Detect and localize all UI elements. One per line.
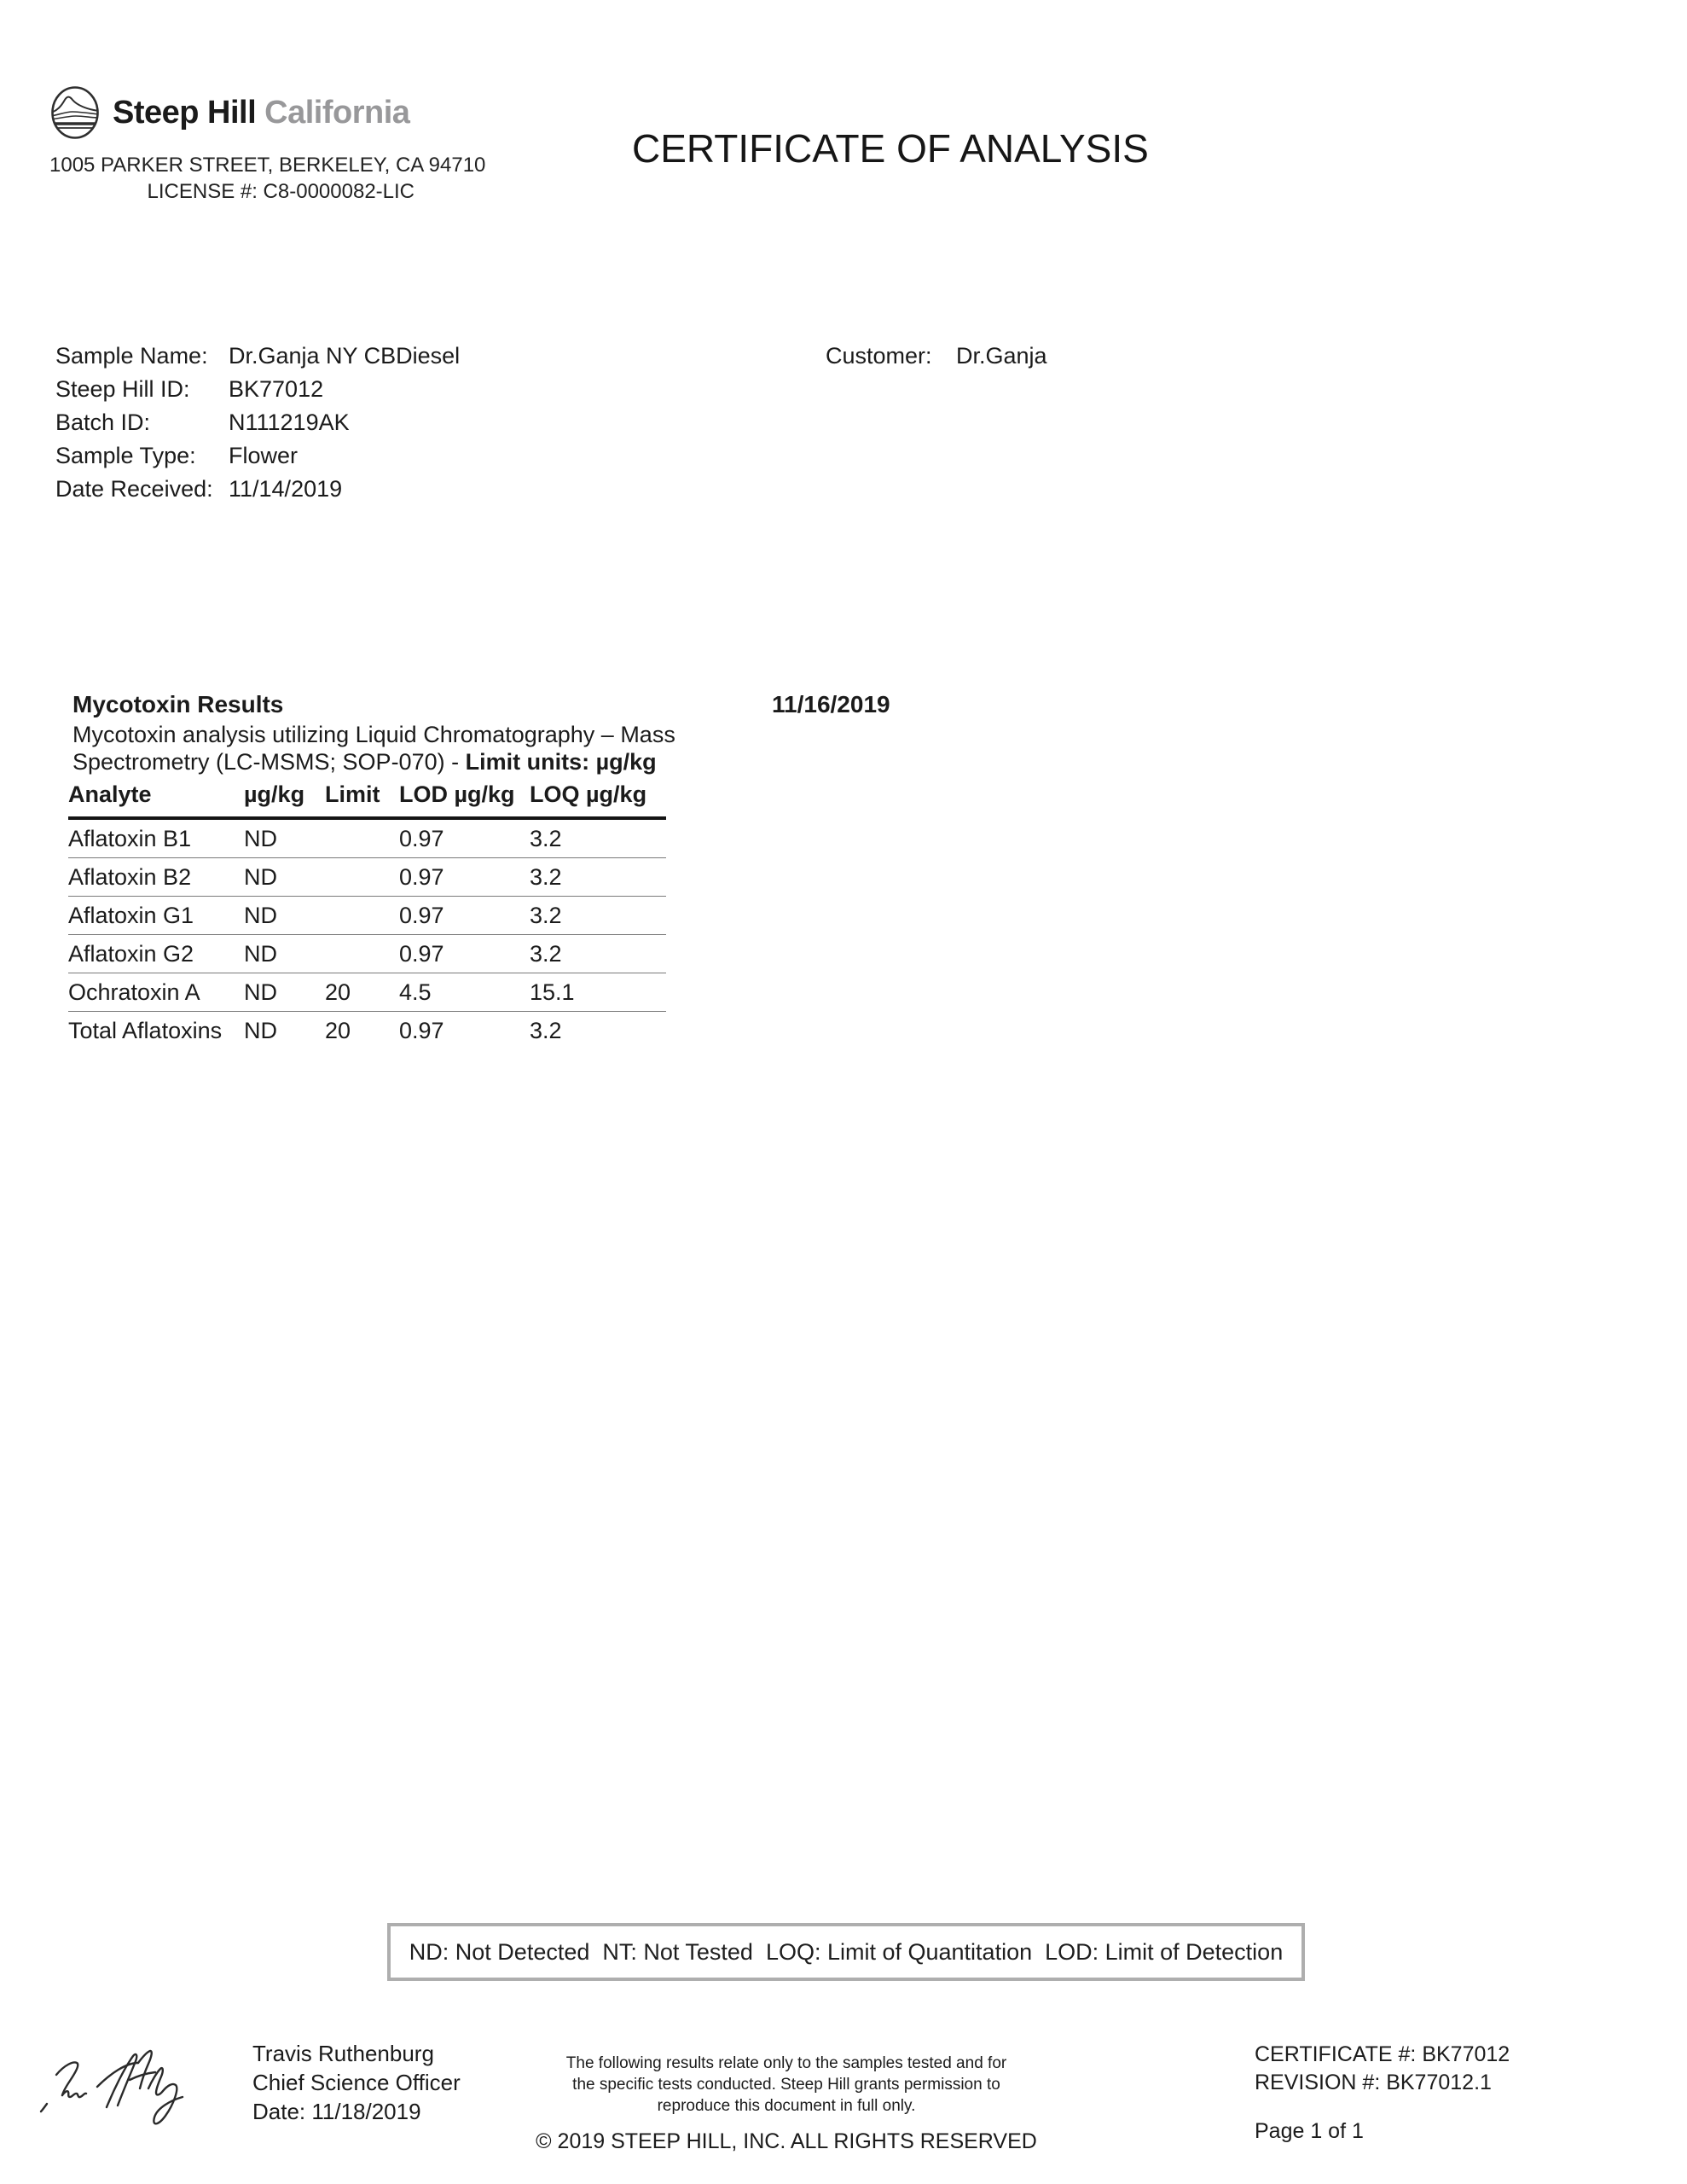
table-row [68,858,666,897]
disclaimer-line1: The following results relate only to the samples tested and for [565,2054,1007,2072]
sample-type-value: Flower [229,443,299,468]
certificate-info-block [1255,2041,1510,2097]
sample-name-label: Sample Name: [55,343,208,369]
cell-loq: 3.2 [530,1018,562,1043]
sample-type-label: Sample Type: [55,443,196,468]
disclaimer-line2: the specific tests conducted. Steep Hill grants permission to [572,2076,1000,2094]
brand-header [49,85,409,140]
sample-info-block [55,340,460,506]
revision-number: REVISION #: BK77012.1 [1255,2071,1492,2094]
col-header-loq: LOQ µg/kg [530,781,666,818]
sample-name-value: Dr.Ganja NY CBDiesel [229,343,461,369]
cell-lod: 0.97 [399,858,530,897]
cell-analyte: Aflatoxin G1 [68,897,244,935]
cell-result: ND [244,897,325,935]
cell-lod: 0.97 [399,818,530,858]
cell-loq: 15.1 [530,973,666,1012]
cell-limit [325,858,399,897]
method-description [72,721,675,775]
section-date: 11/16/2019 [772,691,890,717]
customer-block [826,340,1047,373]
lab-license: LICENSE #: C8-0000082-LIC [147,180,415,203]
cell-analyte: Ochratoxin A [68,973,244,1012]
signer-title: Chief Science Officer [252,2070,461,2095]
col-header-lod: LOD µg/kg [399,781,530,818]
signer-date: Date: 11/18/2019 [252,2099,421,2124]
customer-value: Dr.Ganja [956,343,1047,369]
cell-analyte: Aflatoxin G2 [68,935,244,973]
cell-analyte: Aflatoxin B1 [68,818,244,858]
lab-address-block [49,152,486,205]
table-header-row [68,781,666,818]
col-header-limit: Limit [325,781,399,818]
cell-lod: 0.97 [399,897,530,935]
disclaimer-line3: reproduce this document in full only. [657,2097,916,2115]
cell-loq: 3.2 [530,897,666,935]
steep-hill-id-value: BK77012 [229,376,324,402]
brand-wordmark [113,95,409,131]
method-line1: Mycotoxin analysis utilizing Liquid Chromatography – Mass [72,722,675,747]
cell-lod: 4.5 [399,973,530,1012]
batch-id-value: N111219AK [229,410,350,435]
brand-name: Steep Hill [113,94,257,131]
cell-lod: 0.97 [399,935,530,973]
cell-result: ND [244,858,325,897]
cell-loq: 3.2 [530,935,666,973]
cell-analyte: Aflatoxin B2 [68,858,244,897]
disclaimer-text [420,2053,1153,2117]
col-header-analyte: Analyte [68,781,244,818]
signer-name: Travis Ruthenburg [252,2041,434,2066]
table-row [68,897,666,935]
date-received-value: 11/14/2019 [229,476,343,502]
cell-limit: 20 [325,973,399,1012]
mycotoxin-results-table [68,781,666,1049]
steep-hill-id-label: Steep Hill ID: [55,376,190,402]
steep-hill-logo-icon [49,85,101,140]
cell-limit [325,935,399,973]
cell-analyte: Total Aflatoxins [68,1018,223,1043]
page-number: Page 1 of 1 [1255,2119,1364,2143]
section-title: Mycotoxin Results [72,691,284,717]
table-row [68,973,666,1012]
cell-limit [325,897,399,935]
limit-units: Limit units: µg/kg [465,749,657,775]
lab-address: 1005 PARKER STREET, BERKELEY, CA 94710 [49,154,486,177]
cell-loq: 3.2 [530,858,666,897]
customer-label: Customer: [826,343,932,369]
cell-result: ND [244,935,325,973]
table-row [68,818,666,858]
copyright-line: © 2019 STEEP HILL, INC. ALL RIGHTS RESERVED [536,2129,1037,2153]
table-row [68,1012,666,1050]
batch-id-label: Batch ID: [55,410,151,435]
cell-lod: 0.97 [399,1018,444,1043]
cell-limit [325,818,399,858]
cell-result: ND [244,973,325,1012]
cell-result: ND [244,1018,277,1043]
cell-loq: 3.2 [530,818,666,858]
col-header-ugkg: µg/kg [244,781,325,818]
brand-region: California [264,94,410,131]
date-received-label: Date Received: [55,476,213,502]
table-row [68,935,666,973]
cell-result: ND [244,818,325,858]
signature-image [36,2041,202,2136]
certificate-number: CERTIFICATE #: BK77012 [1255,2042,1510,2066]
method-line2: Spectrometry (LC-MSMS; SOP-070) - [72,749,466,775]
cell-limit: 20 [325,1018,351,1043]
page-title: CERTIFICATE OF ANALYSIS [632,126,1149,171]
abbreviation-legend: ND: Not Detected NT: Not Tested LOQ: Limit of Quantitation LOD: Limit of Detection [387,1923,1305,1981]
